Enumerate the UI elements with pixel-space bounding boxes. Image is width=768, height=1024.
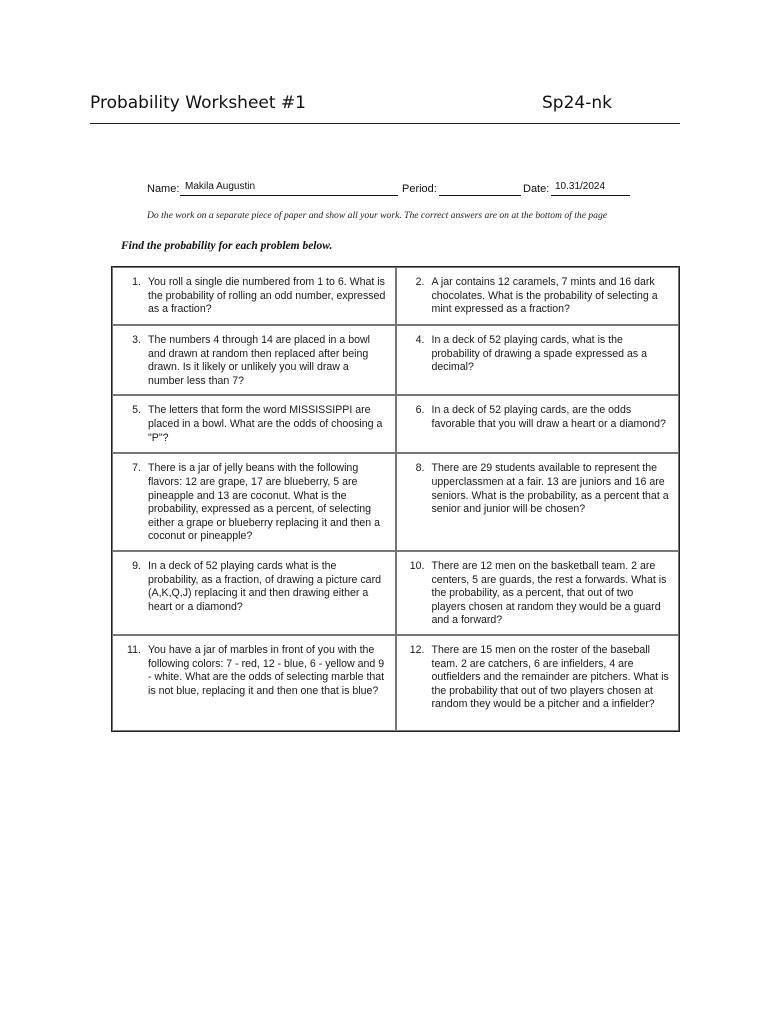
problem-number: 8. (415, 462, 425, 475)
course-code: Sp24-nk (542, 93, 612, 113)
problem-cell (396, 267, 680, 325)
instructions: Do the work on a separate piece of paper and show all your work. The correct answers are on at the bottom of the page (147, 210, 608, 221)
problem-number: 3. (132, 334, 141, 346)
problem-text: You roll a single die numbered from 1 to 6. What is the probability of rolling an odd number, expressed as a fraction? (148, 276, 386, 316)
problem-text: In a deck of 52 playing cards, are the odds favorable that you will draw a heart or a diamond? (431, 404, 666, 430)
problem-number: 4. (415, 334, 425, 346)
problem-number: 6. (415, 404, 425, 417)
table-row (112, 453, 679, 551)
problem-text: In a deck of 52 playing cards what is the probability, as a fraction, of drawing a picture card (A,K,Q,J) replacing it and then drawing either a heart or a diamond? (148, 559, 381, 613)
problem-cell (112, 267, 396, 325)
problem-number: 11. (127, 643, 141, 656)
period-label: Period: (402, 183, 437, 195)
name-value: Makila Augustin (185, 181, 256, 192)
problem-number: 2. (415, 276, 425, 288)
problem-text: There are 29 students available to represent the upperclassmen at a fair. 13 are juniors and 16 are seniors. What is the probability, as a percent that a senior and junior will be chosen? (431, 462, 669, 516)
problem-number: 9. (132, 559, 141, 572)
problem-cell (396, 325, 680, 395)
problem-text: A jar contains 12 caramels, 7 mints and 16 dark chocolates. What is the probability of selecting a mint expressed as a fraction? (431, 276, 658, 316)
table-row (112, 551, 679, 635)
problem-text: There are 12 men on the basketball team. 2 are centers, 5 are guards, the rest a forwards. What is the probability, as a percent, that out of two players chosen at random they would be a guard and a forward? (431, 559, 667, 627)
problems-table (111, 266, 680, 732)
problem-cell (396, 395, 680, 453)
problem-cell (112, 395, 396, 453)
worksheet-header (90, 93, 680, 124)
problem-text: There are 15 men on the roster of the baseball team. 2 are catchers, 6 are infielders, 4 are outfielders and the remainder are pitchers. What is the probability that out of two players chosen at random they would be a pitcher and a infielder? (431, 643, 669, 711)
problem-text: There is a jar of jelly beans with the following flavors: 12 are grape, 17 are blueberry, 5 are pineapple and 13 are coconut. What is the probability, expressed as a percent, of selecting either a grape or blueberry replacing it and then a coconut or pineapple? (148, 462, 381, 543)
name-label: Name: (147, 183, 180, 195)
problem-text: The numbers 4 through 14 are placed in a bowl and drawn at random then replaced after being drawn. Is it likely or unlikely you will draw a number less than 7? (148, 334, 371, 387)
date-label: Date: (523, 183, 550, 195)
worksheet-title: Probability Worksheet #1 (90, 93, 306, 113)
problem-number: 10. (409, 559, 425, 572)
problem-cell (396, 635, 680, 731)
period-field-line (439, 183, 521, 196)
problem-cell (112, 325, 396, 395)
problem-number: 12. (409, 643, 425, 656)
problem-cell (396, 453, 680, 551)
table-row (112, 395, 679, 453)
problem-cell (112, 635, 396, 731)
problem-text: The letters that form the word MISSISSIPPI are placed in a bowl. What are the odds of choosing a "P"? (148, 404, 383, 444)
table-row (112, 267, 679, 325)
problem-text: You have a jar of marbles in front of you with the following colors: 7 - red, 12 - blue, 6 - yellow and 9 - white. What are the odds of selecting marble that is not blue, replacing it and then one that is blue? (148, 643, 385, 697)
problem-cell (112, 551, 396, 635)
problem-number: 1. (132, 276, 141, 288)
problem-cell (396, 551, 680, 635)
problem-number: 5. (132, 404, 141, 417)
student-info-line (147, 183, 667, 201)
date-value: 10.31/2024 (555, 181, 606, 192)
problem-text: In a deck of 52 playing cards, what is the probability of drawing a spade expressed as a decimal? (431, 334, 648, 374)
section-heading: Find the probability for each problem below. (121, 240, 333, 252)
table-row (112, 635, 679, 731)
problem-cell (112, 453, 396, 551)
problem-number: 7. (132, 462, 141, 475)
table-row (112, 325, 679, 395)
